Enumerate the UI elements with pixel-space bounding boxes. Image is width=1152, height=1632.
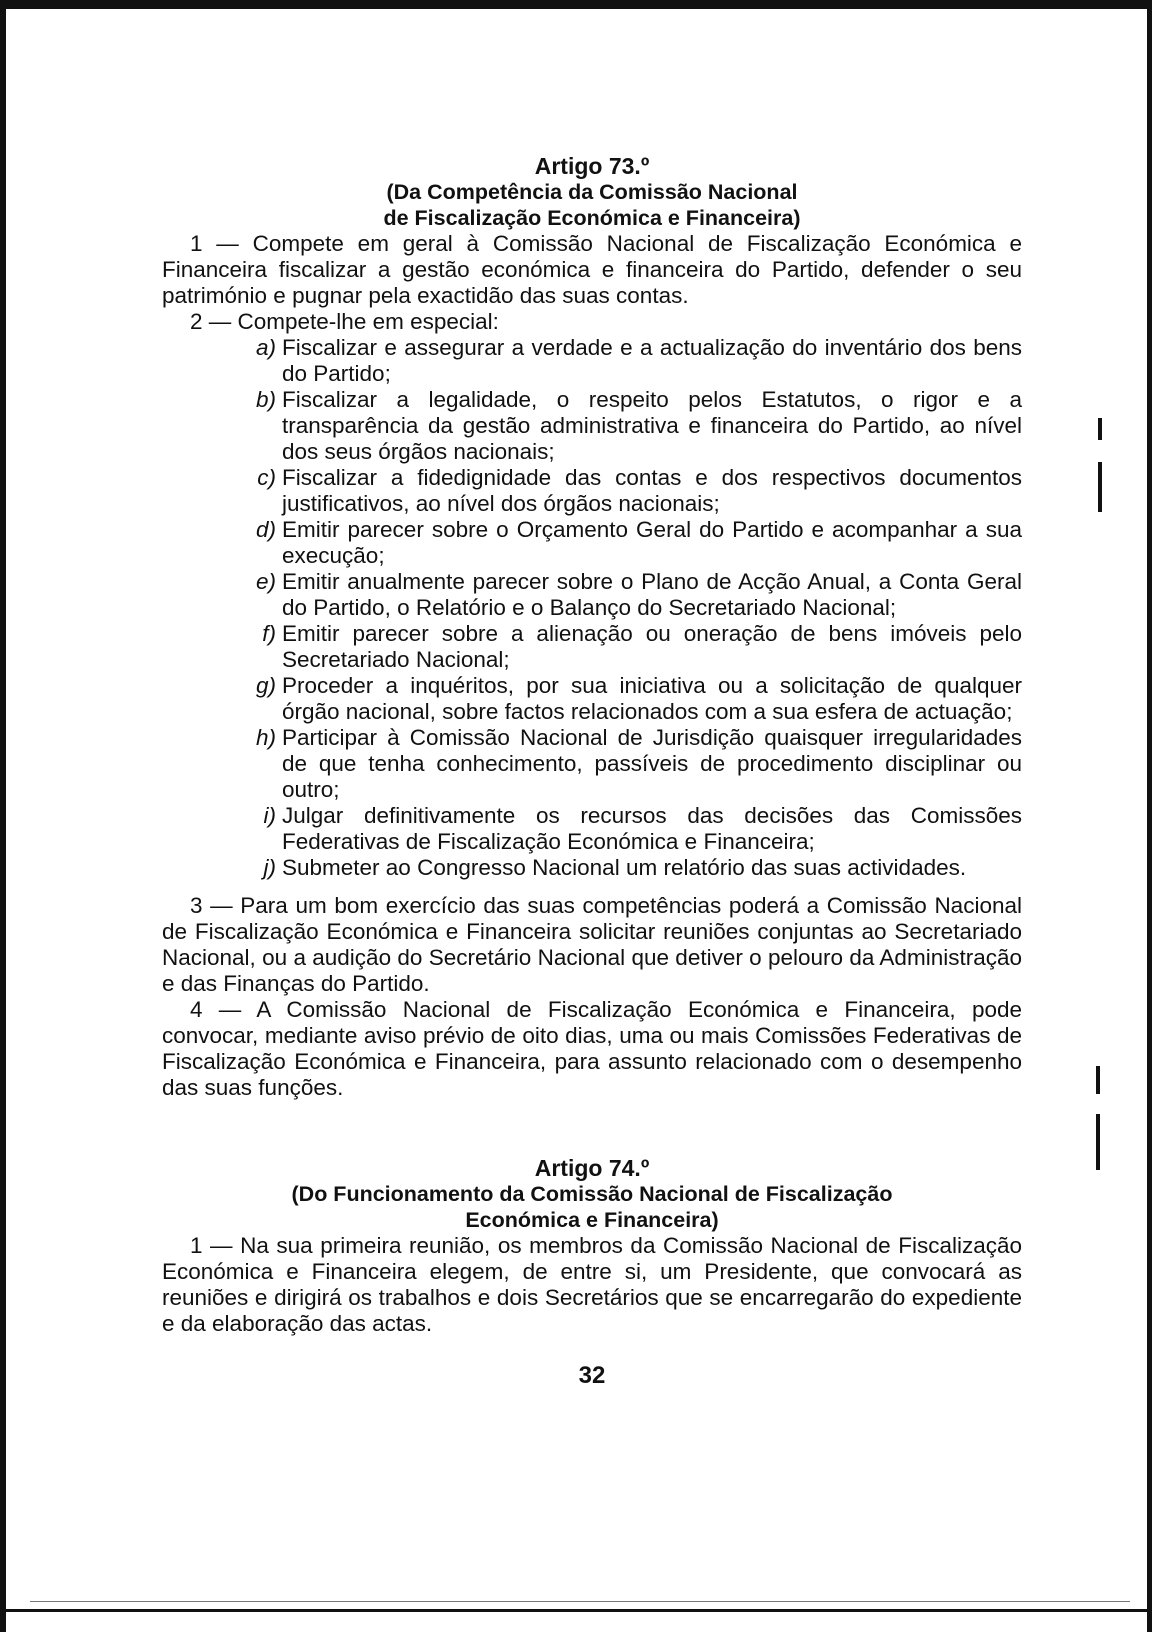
list-item-text: Emitir anualmente parecer sobre o Plano de Acção Anual, a Conta Geral do Partido, o Relatório e o Balanço do Secretariado Nacional;: [282, 569, 1022, 620]
article-73-paragraph-2: 2 — Compete-lhe em especial:: [190, 309, 499, 334]
article-73-title-line1: (Da Competência da Comissão Nacional: [386, 180, 798, 204]
article-74-title-line1: (Do Funcionamento da Comissão Nacional de Fiscalização: [291, 1182, 893, 1206]
list-item: [263, 855, 1022, 881]
list-item-letter: g): [255, 673, 276, 698]
margin-mark: [1098, 462, 1102, 512]
article-73-heading: [162, 153, 1022, 231]
margin-mark: [1098, 418, 1102, 440]
scan-border-top: [0, 0, 1152, 9]
list-item-text: Proceder a inquéritos, por sua iniciativa ou a solicitação de qualquer órgão nacional, sobre factos relacionados com a sua esfera de actuação;: [282, 673, 1022, 724]
list-item: [262, 621, 1022, 673]
list-item-text: Emitir parecer sobre a alienação ou oneração de bens imóveis pelo Secretariado Nacional;: [282, 621, 1022, 672]
article-73-list: [255, 335, 1022, 881]
article-74-title-line2: Económica e Financeira): [465, 1208, 719, 1232]
list-item: [257, 465, 1022, 517]
list-item-text: Fiscalizar a fidedignidade das contas e dos respectivos documentos justificativos, ao nível dos órgãos nacionais;: [282, 465, 1022, 516]
article-73-paragraph-4: 4 — A Comissão Nacional de Fiscalização Económica e Financeira, pode convocar, mediante aviso prévio de oito dias, uma ou mais Comissões Federativas de Fiscalização Económica e Financeira, para assunto relacionado com o desempenho das suas funções.: [162, 997, 1022, 1100]
list-item: [263, 803, 1022, 855]
list-item-letter: h): [255, 725, 276, 750]
list-item-letter: b): [255, 387, 276, 412]
list-item: [255, 673, 1022, 725]
list-item-letter: f): [262, 621, 276, 646]
list-item-text: Julgar definitivamente os recursos das decisões das Comissões Federativas de Fiscalização Económica e Financeira;: [282, 803, 1022, 854]
scan-border-left: [0, 0, 6, 1632]
list-item: [255, 387, 1022, 465]
list-item-letter: d): [255, 517, 276, 542]
list-item: [255, 725, 1022, 803]
list-item-letter: a): [255, 335, 276, 360]
list-item-letter: e): [255, 569, 276, 594]
article-73-title-line2: de Fiscalização Económica e Financeira): [383, 206, 801, 230]
margin-mark: [1096, 1114, 1100, 1170]
list-item-text: Fiscalizar e assegurar a verdade e a actualização do inventário dos bens do Partido;: [282, 335, 1022, 386]
article-73-paragraph-1: 1 — Compete em geral à Comissão Nacional de Fiscalização Económica e Financeira fiscalizar a gestão económica e financeira do Partido, defender o seu património e pugnar pela exactidão das suas contas.: [162, 231, 1022, 308]
list-item-text: Emitir parecer sobre o Orçamento Geral do Partido e acompanhar a sua execução;: [282, 517, 1022, 568]
list-item-letter: c): [257, 465, 276, 490]
list-item-letter: i): [263, 803, 276, 828]
article-74-number: Artigo 74.º: [534, 1155, 650, 1181]
article-73-number: Artigo 73.º: [534, 153, 650, 179]
article-74-paragraph-1: 1 — Na sua primeira reunião, os membros da Comissão Nacional de Fiscalização Económica e Financeira elegem, de entre si, um Presidente, que convocará as reuniões e dirigirá os trabalhos e dois Secretários que se encarregarão do expediente e da elaboração das actas.: [162, 1233, 1022, 1336]
list-item: [255, 517, 1022, 569]
section-spacer: [162, 1101, 1022, 1155]
list-item: [255, 335, 1022, 387]
margin-mark: [1096, 1066, 1100, 1094]
document-page: [162, 153, 1022, 1389]
page-number: 32: [578, 1362, 606, 1389]
scan-line-bottom: [30, 1601, 1130, 1602]
list-item-text: Fiscalizar a legalidade, o respeito pelos Estatutos, o rigor e a transparência da gestão administrativa e financeira do Partido, ao nível dos seus órgãos nacionais;: [282, 387, 1022, 464]
scan-border-right: [1147, 0, 1152, 1632]
list-item: [255, 569, 1022, 621]
article-74-heading: [162, 1155, 1022, 1233]
list-item-text: Participar à Comissão Nacional de Jurisdição quaisquer irregularidades de que tenha conhecimento, passíveis de procedimento disciplinar ou outro;: [282, 725, 1022, 802]
article-73-paragraph-3: 3 — Para um bom exercício das suas competências poderá a Comissão Nacional de Fiscalização Económica e Financeira solicitar reuniões conjuntas ao Secretariado Nacional, ou a audição do Secretário Nacional que detiver o pelouro da Administração e das Finanças do Partido.: [162, 893, 1022, 996]
scan-border-bottom: [6, 1609, 1147, 1612]
list-item-text: Submeter ao Congresso Nacional um relatório das suas actividades.: [282, 855, 967, 880]
list-item-letter: j): [263, 855, 276, 880]
